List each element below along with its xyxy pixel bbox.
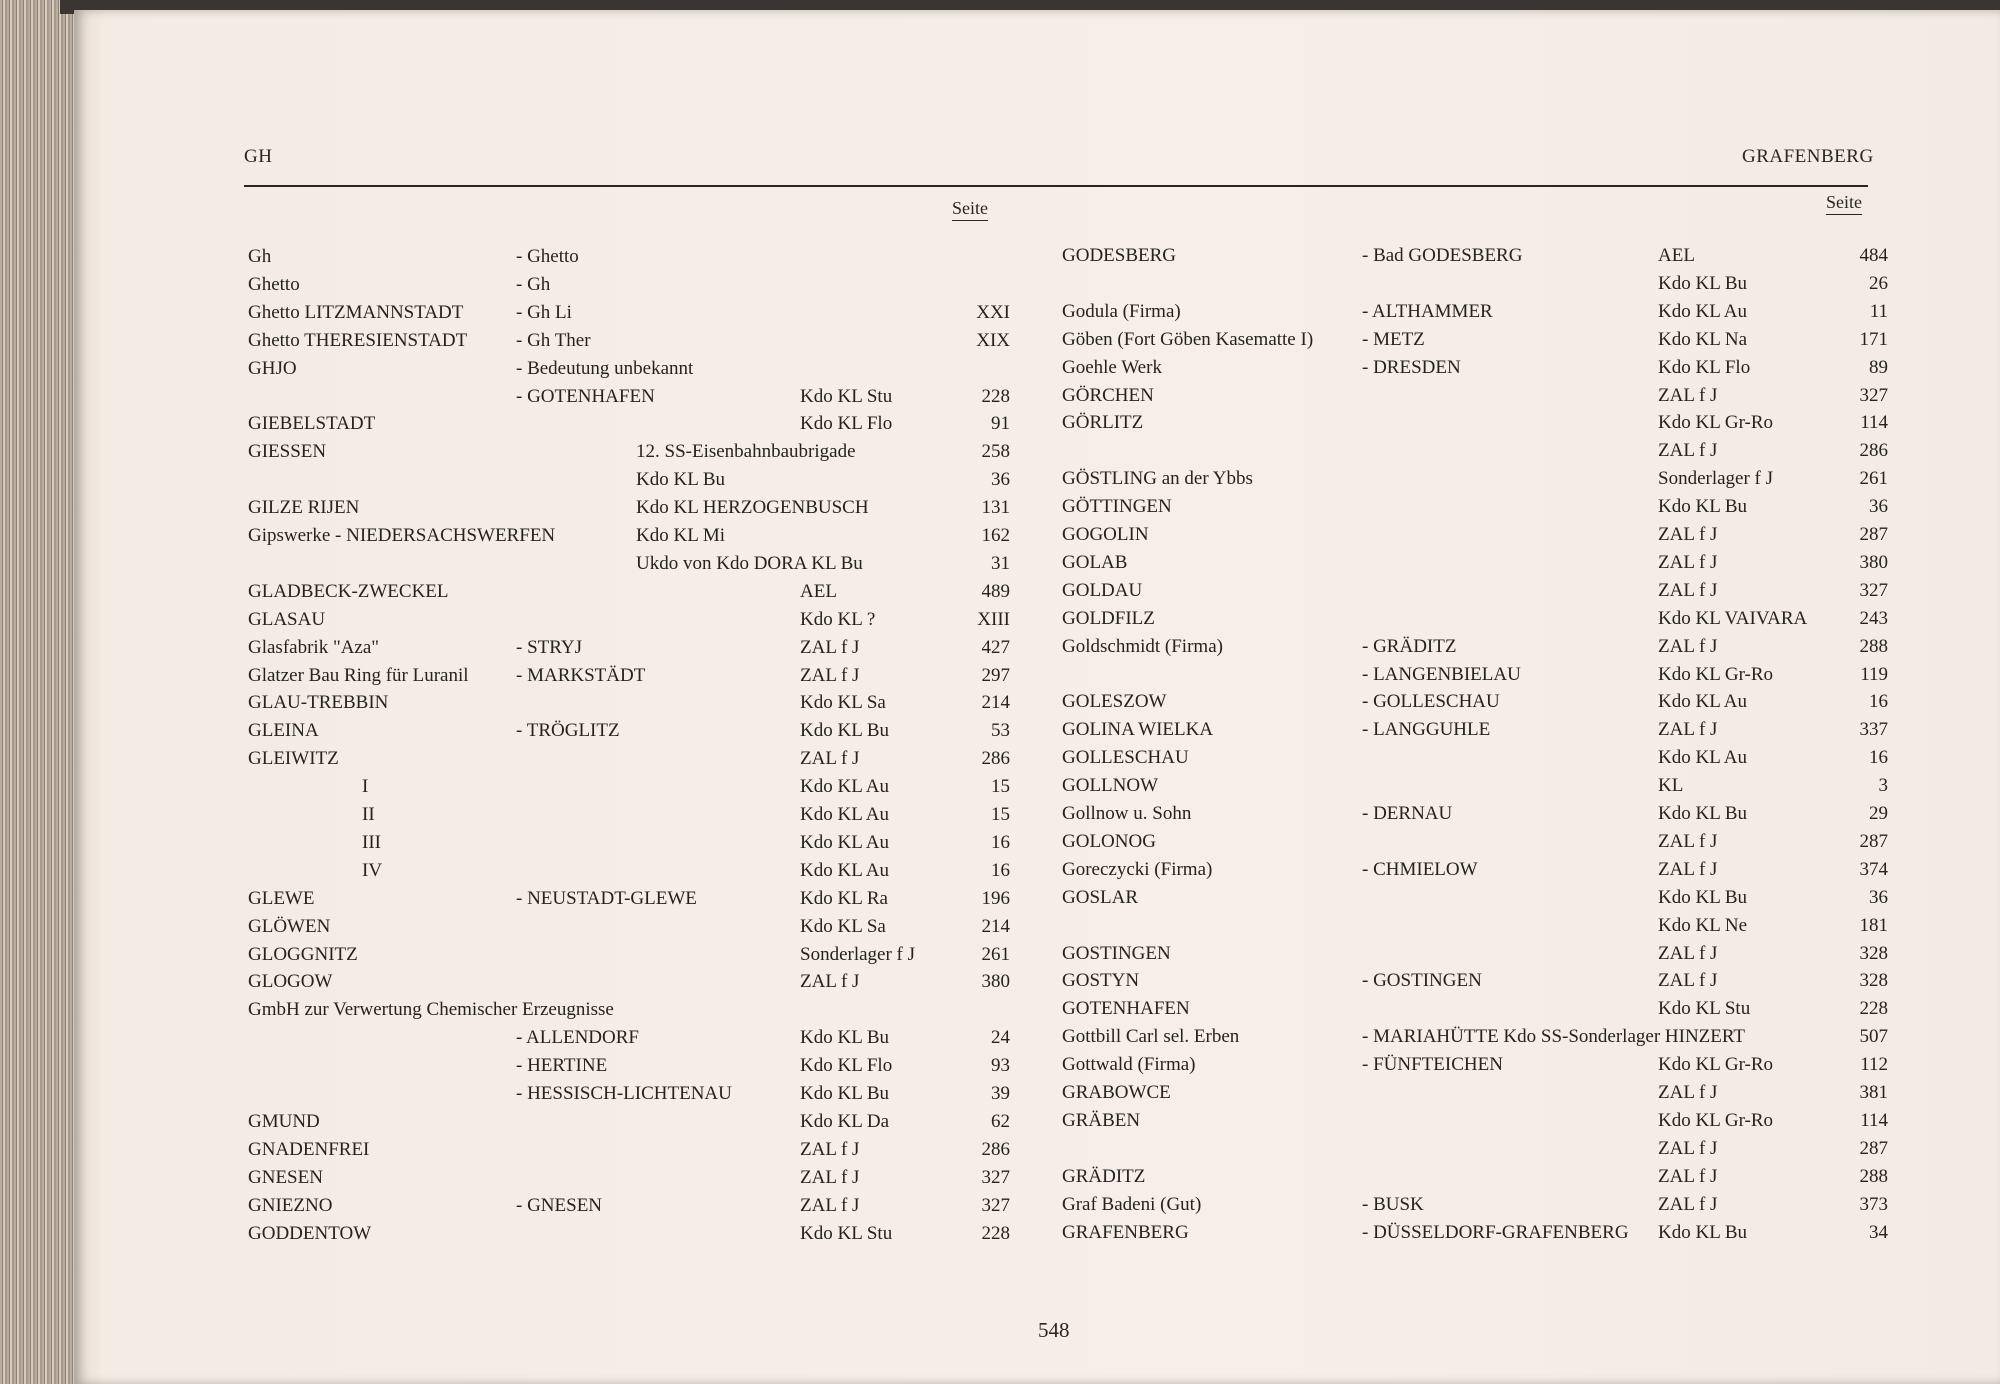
left-entry-unit: Kdo KL Stu xyxy=(800,386,893,407)
right-entry-page: 243 xyxy=(1859,608,1888,629)
right-entry-name: GÖRLITZ xyxy=(1062,412,1144,433)
right-entry-unit: Kdo KL Gr-Ro xyxy=(1658,412,1774,433)
right-entry-page: 261 xyxy=(1859,468,1888,489)
right-entry-unit: ZAL f J xyxy=(1658,580,1718,601)
right-entry-name: Gollnow u. Sohn xyxy=(1062,803,1192,824)
left-entry-page: 258 xyxy=(981,441,1010,462)
left-entry-page: XIII xyxy=(977,609,1010,630)
left-entry-name: GNADENFREI xyxy=(248,1139,370,1160)
right-entry-ref: - DÜSSELDORF-GRAFENBERG xyxy=(1362,1222,1629,1243)
right-entry-page: 16 xyxy=(1869,691,1888,712)
left-entry-name: Ghetto LITZMANNSTADT xyxy=(248,302,464,323)
left-entry-unit-mid: Kdo KL Bu xyxy=(636,469,726,490)
left-entry-unit: Kdo KL Bu xyxy=(800,1083,890,1104)
left-entry-unit: ZAL f J xyxy=(800,1139,860,1160)
left-entry-page: 380 xyxy=(981,971,1010,992)
left-entry-unit: Kdo KL Au xyxy=(800,776,890,797)
left-entry-unit: Kdo KL Bu xyxy=(800,720,890,741)
left-entry-unit: AEL xyxy=(800,581,837,602)
left-entry-name: II xyxy=(362,804,375,825)
right-entry-unit: Kdo KL VAIVARA xyxy=(1658,608,1808,629)
left-entry-page: 39 xyxy=(991,1083,1010,1104)
left-entry-unit: ZAL f J xyxy=(800,971,860,992)
left-entry-unit: Kdo KL Stu xyxy=(800,1223,893,1244)
right-entry-page: 327 xyxy=(1859,385,1888,406)
left-entry-name: GLOGGNITZ xyxy=(248,944,358,965)
right-entry-ref: - CHMIELOW xyxy=(1362,859,1478,880)
right-entry-name: GÖRCHEN xyxy=(1062,385,1154,406)
left-entry-unit: ZAL f J xyxy=(800,665,860,686)
seite-label-right: Seite xyxy=(1826,192,1862,215)
left-entry-name: III xyxy=(362,832,381,853)
left-entry-page: 31 xyxy=(991,553,1010,574)
right-entry-ref: - LANGENBIELAU xyxy=(1362,664,1521,685)
left-entry-page: 261 xyxy=(981,944,1010,965)
right-entry-unit: Kdo KL Au xyxy=(1658,691,1748,712)
left-entry-page: 162 xyxy=(981,525,1010,546)
left-entry-unit: ZAL f J xyxy=(800,1195,860,1216)
right-entry-unit: ZAL f J xyxy=(1658,719,1718,740)
right-entry-page: 287 xyxy=(1859,524,1888,545)
right-entry-page: 119 xyxy=(1860,664,1888,685)
right-entry-unit: Kdo KL Bu xyxy=(1658,496,1748,517)
right-entry-page: 374 xyxy=(1859,859,1888,880)
left-entry-page: 36 xyxy=(991,469,1010,490)
right-entry-name: GOLLESCHAU xyxy=(1062,747,1189,768)
left-entry-name: IV xyxy=(362,860,383,881)
left-entry-name: GIESSEN xyxy=(248,441,327,462)
left-entry-page: 15 xyxy=(991,804,1010,825)
page-edge-stack xyxy=(0,0,75,1384)
header-left: GH xyxy=(244,146,273,167)
right-entry-name: Godula (Firma) xyxy=(1062,301,1181,322)
left-entry-page: 53 xyxy=(991,720,1010,741)
left-entry-ref: - Gh Li xyxy=(516,302,572,323)
left-entry-unit: Kdo KL Ra xyxy=(800,888,888,909)
right-entry-page: 36 xyxy=(1869,496,1888,517)
left-entry-unit-mid: Ukdo von Kdo DORA KL Bu xyxy=(636,553,863,574)
right-entry-unit: Kdo KL Gr-Ro xyxy=(1658,1110,1774,1131)
left-entry-ref: - Gh xyxy=(516,274,551,295)
right-entry-name: GRÄDITZ xyxy=(1062,1166,1146,1187)
left-entry-page: 16 xyxy=(991,860,1010,881)
right-entry-page: 484 xyxy=(1859,245,1888,266)
right-entry-unit: ZAL f J xyxy=(1658,636,1718,657)
right-entry-unit: ZAL f J xyxy=(1658,1082,1718,1103)
left-entry-page: 131 xyxy=(981,497,1010,518)
right-entry-unit: Kdo KL Stu xyxy=(1658,998,1751,1019)
left-entry-page: 15 xyxy=(991,776,1010,797)
right-entry-unit: Kdo KL Gr-Ro xyxy=(1658,1054,1774,1075)
right-entry-page: 381 xyxy=(1859,1082,1888,1103)
right-entry-unit: Kdo KL Gr-Ro xyxy=(1658,664,1774,685)
right-entry-unit: ZAL f J xyxy=(1658,859,1718,880)
right-entry-name: GOLDFILZ xyxy=(1062,608,1155,629)
left-entry-name: GLOGOW xyxy=(248,971,333,992)
right-entry-page: 114 xyxy=(1860,412,1888,433)
right-entry-name: GRABOWCE xyxy=(1062,1082,1171,1103)
left-entry-name: GMUND xyxy=(248,1111,320,1132)
left-entry-unit-mid: Kdo KL Mi xyxy=(636,525,726,546)
left-entry-page: 16 xyxy=(991,832,1010,853)
right-entry-page: 112 xyxy=(1860,1054,1888,1075)
left-entry-ref: - NEUSTADT-GLEWE xyxy=(516,888,697,909)
right-entry-page: 29 xyxy=(1869,803,1888,824)
right-entry-page: 114 xyxy=(1860,1110,1888,1131)
right-entry-name: GOLESZOW xyxy=(1062,691,1167,712)
right-entry-page: 328 xyxy=(1859,970,1888,991)
left-entry-name: GLADBECK-ZWECKEL xyxy=(248,581,449,602)
right-entry-unit: ZAL f J xyxy=(1658,1166,1718,1187)
right-entry-name: GOLONOG xyxy=(1062,831,1156,852)
left-entry-unit: Kdo KL Sa xyxy=(800,916,886,937)
left-entry-ref: - MARKSTÄDT xyxy=(516,665,646,686)
left-entry-ref: - STRYJ xyxy=(516,637,582,658)
right-entry-unit: Kdo KL Bu xyxy=(1658,1222,1748,1243)
left-entry-page: 62 xyxy=(991,1111,1010,1132)
left-entry-name: GLAU-TREBBIN xyxy=(248,692,389,713)
left-entry-page: 214 xyxy=(981,916,1010,937)
right-entry-unit: Kdo KL Bu xyxy=(1658,803,1748,824)
left-entry-name: Ghetto THERESIENSTADT xyxy=(248,330,468,351)
left-entry-ref: - TRÖGLITZ xyxy=(516,720,620,741)
right-entry-unit: Kdo KL Ne xyxy=(1658,915,1747,936)
right-entry-unit: Kdo KL Flo xyxy=(1658,357,1751,378)
left-entry-page: 489 xyxy=(981,581,1010,602)
left-entry-name: GILZE RIJEN xyxy=(248,497,360,518)
header-rule xyxy=(244,185,1868,187)
left-entry-ref: - HERTINE xyxy=(516,1055,608,1076)
left-entry-unit-mid: 12. SS-Eisenbahnbaubrigade xyxy=(636,441,856,462)
right-entry-name: Goehle Werk xyxy=(1062,357,1162,378)
header-right: GRAFENBERG xyxy=(1742,146,1874,167)
right-entry-page: 89 xyxy=(1869,357,1888,378)
right-entry-unit: Kdo KL Au xyxy=(1658,301,1748,322)
left-entry-unit: ZAL f J xyxy=(800,1167,860,1188)
left-entry-unit: Kdo KL Sa xyxy=(800,692,886,713)
right-entry-name: GRÄBEN xyxy=(1062,1110,1141,1131)
right-entry-page: 288 xyxy=(1859,1166,1888,1187)
right-entry-page: 36 xyxy=(1869,887,1888,908)
right-entry-ref: - BUSK xyxy=(1362,1194,1424,1215)
left-entry-page: 91 xyxy=(991,413,1010,434)
right-entry-page: 327 xyxy=(1859,580,1888,601)
left-entry-name: GIEBELSTADT xyxy=(248,413,376,434)
right-entry-unit: ZAL f J xyxy=(1658,970,1718,991)
right-entry-unit: AEL xyxy=(1658,245,1695,266)
right-entry-page: 34 xyxy=(1869,1222,1888,1243)
left-entry-name: GLEINA xyxy=(248,720,319,741)
right-entry-page: 380 xyxy=(1859,552,1888,573)
left-entry-unit: Sonderlager f J xyxy=(800,944,916,965)
seite-label-left: Seite xyxy=(952,198,988,221)
right-entry-page: 3 xyxy=(1878,775,1888,796)
right-entry-page: 287 xyxy=(1859,1138,1888,1159)
left-entry-name: GLASAU xyxy=(248,609,326,630)
left-entry-page: 214 xyxy=(981,692,1010,713)
right-entry-ref: - METZ xyxy=(1362,329,1425,350)
left-entry-ref: - ALLENDORF xyxy=(516,1027,639,1048)
left-entry-unit: Kdo KL Bu xyxy=(800,1027,890,1048)
left-entry-page: 286 xyxy=(981,748,1010,769)
left-entry-page: 327 xyxy=(981,1195,1010,1216)
right-entry-ref: - ALTHAMMER xyxy=(1362,301,1493,322)
left-entry-name: Glasfabrik "Aza" xyxy=(248,637,380,658)
right-entry-page: 328 xyxy=(1859,943,1888,964)
left-entry-name: GmbH zur Verwertung Chemischer Erzeugnisse xyxy=(248,999,614,1020)
left-entry-unit: Kdo KL Flo xyxy=(800,1055,893,1076)
left-entry-unit-mid: Kdo KL HERZOGENBUSCH xyxy=(636,497,869,518)
left-entry-page: 286 xyxy=(981,1139,1010,1160)
left-entry-name: Glatzer Bau Ring für Luranil xyxy=(248,665,469,686)
right-entry-ref: - Bad GODESBERG xyxy=(1362,245,1523,266)
left-entry-page: 327 xyxy=(981,1167,1010,1188)
left-entry-ref: - Gh Ther xyxy=(516,330,591,351)
left-entry-name: GODDENTOW xyxy=(248,1223,372,1244)
left-entry-name: Gipswerke - NIEDERSACHSWERFEN xyxy=(248,525,556,546)
left-entry-unit: ZAL f J xyxy=(800,748,860,769)
right-entry-name: GRAFENBERG xyxy=(1062,1222,1189,1243)
right-entry-ref: - LANGGUHLE xyxy=(1362,719,1491,740)
right-entry-name: Gottbill Carl sel. Erben xyxy=(1062,1026,1240,1047)
right-entry-name: GOLINA WIELKA xyxy=(1062,719,1214,740)
right-entry-name: GOGOLIN xyxy=(1062,524,1149,545)
left-entry-unit: Kdo KL Au xyxy=(800,832,890,853)
right-entry-unit: ZAL f J xyxy=(1658,943,1718,964)
left-entry-name: GLEWE xyxy=(248,888,315,909)
left-entry-unit: ZAL f J xyxy=(800,637,860,658)
left-entry-page: 228 xyxy=(981,386,1010,407)
left-entry-page: 427 xyxy=(981,637,1010,658)
left-entry-ref: - HESSISCH-LICHTENAU xyxy=(516,1083,732,1104)
left-entry-unit: Kdo KL Au xyxy=(800,804,890,825)
right-entry-page: 171 xyxy=(1859,329,1888,350)
left-entry-page: 297 xyxy=(981,665,1010,686)
left-entry-unit: Kdo KL Da xyxy=(800,1111,889,1132)
right-entry-page: 228 xyxy=(1859,998,1888,1019)
right-entry-page: 26 xyxy=(1869,273,1888,294)
left-entry-unit: Kdo KL ? xyxy=(800,609,876,630)
left-entry-page: XXI xyxy=(976,302,1010,323)
right-entry-name: Goldschmidt (Firma) xyxy=(1062,636,1223,657)
right-entry-name: GÖSTLING an der Ybbs xyxy=(1062,468,1253,489)
right-entry-unit: ZAL f J xyxy=(1658,831,1718,852)
right-entry-unit: KL xyxy=(1658,775,1684,796)
right-entry-name: GODESBERG xyxy=(1062,245,1177,266)
right-entry-unit: ZAL f J xyxy=(1658,1138,1718,1159)
right-entry-ref: - GOLLESCHAU xyxy=(1362,691,1500,712)
right-entry-unit: ZAL f J xyxy=(1658,552,1718,573)
right-entry-unit: ZAL f J xyxy=(1658,385,1718,406)
right-entry-ref: - GOSTINGEN xyxy=(1362,970,1482,991)
left-entry-unit: Kdo KL Flo xyxy=(800,413,893,434)
left-entry-name: GLÖWEN xyxy=(248,916,331,937)
right-entry-name: GOSTINGEN xyxy=(1062,943,1171,964)
right-entry-name: Gottwald (Firma) xyxy=(1062,1054,1196,1075)
right-entry-name: GOTENHAFEN xyxy=(1062,998,1190,1019)
right-entry-unit: ZAL f J xyxy=(1658,1194,1718,1215)
left-entry-ref: - GOTENHAFEN xyxy=(516,386,655,407)
right-entry-unit: Sonderlager f J xyxy=(1658,468,1774,489)
right-entry-ref: - FÜNFTEICHEN xyxy=(1362,1054,1503,1075)
left-entry-ref: - Ghetto xyxy=(516,246,579,267)
left-entry-unit: Kdo KL Au xyxy=(800,860,890,881)
right-entry-page: 337 xyxy=(1859,719,1888,740)
left-entry-name: Gh xyxy=(248,246,272,267)
right-entry-unit: Kdo KL Bu xyxy=(1658,273,1748,294)
left-entry-ref: - Bedeutung unbekannt xyxy=(516,358,694,379)
right-entry-name: Graf Badeni (Gut) xyxy=(1062,1194,1202,1215)
right-entry-name: GOLLNOW xyxy=(1062,775,1159,796)
left-entry-page: 196 xyxy=(981,888,1010,909)
right-entry-unit: ZAL f J xyxy=(1658,440,1718,461)
right-entry-page: 286 xyxy=(1859,440,1888,461)
right-entry-unit: ZAL f J xyxy=(1658,524,1718,545)
left-entry-name: GHJO xyxy=(248,358,297,379)
left-entry-name: GLEIWITZ xyxy=(248,748,339,769)
right-entry-unit: Kdo KL Na xyxy=(1658,329,1747,350)
right-entry-page: 287 xyxy=(1859,831,1888,852)
right-entry-name: GOSTYN xyxy=(1062,970,1140,991)
left-entry-page: 24 xyxy=(991,1027,1010,1048)
right-entry-page: 181 xyxy=(1859,915,1888,936)
right-entry-unit: Kdo KL Au xyxy=(1658,747,1748,768)
left-entry-page: 228 xyxy=(981,1223,1010,1244)
right-entry-page: 373 xyxy=(1859,1194,1888,1215)
right-entry-name: Goreczycki (Firma) xyxy=(1062,859,1213,880)
right-entry-page: 288 xyxy=(1859,636,1888,657)
right-entry-ref: - DERNAU xyxy=(1362,803,1453,824)
left-entry-name: GNIEZNO xyxy=(248,1195,333,1216)
right-entry-ref: - MARIAHÜTTE Kdo SS-Sonderlager HINZERT xyxy=(1362,1026,1746,1047)
right-entry-ref: - GRÄDITZ xyxy=(1362,636,1457,657)
left-entry-page: 93 xyxy=(991,1055,1010,1076)
right-entry-name: GOSLAR xyxy=(1062,887,1139,908)
right-entry-name: GÖTTINGEN xyxy=(1062,496,1172,517)
right-entry-page: 507 xyxy=(1859,1026,1888,1047)
page-number: 548 xyxy=(1038,1318,1070,1342)
right-entry-name: GOLDAU xyxy=(1062,580,1143,601)
left-entry-name: GNESEN xyxy=(248,1167,323,1188)
left-entry-ref: - GNESEN xyxy=(516,1195,603,1216)
left-entry-page: XIX xyxy=(976,330,1010,351)
right-entry-unit: Kdo KL Bu xyxy=(1658,887,1748,908)
left-entry-name: I xyxy=(362,776,369,797)
right-entry-page: 11 xyxy=(1869,301,1888,322)
left-entry-name: Ghetto xyxy=(248,274,300,295)
right-entry-name: Göben (Fort Göben Kasematte I) xyxy=(1062,329,1314,350)
right-entry-ref: - DRESDEN xyxy=(1362,357,1461,378)
right-entry-name: GOLAB xyxy=(1062,552,1128,573)
right-entry-page: 16 xyxy=(1869,747,1888,768)
